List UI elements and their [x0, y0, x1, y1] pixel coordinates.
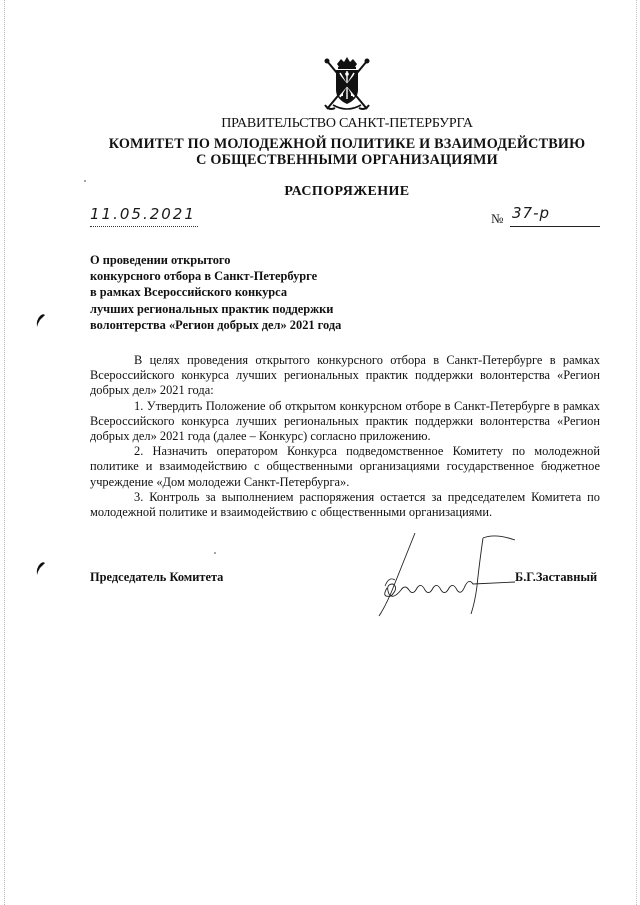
committee-name — [0, 136, 640, 168]
number-label: № — [491, 211, 504, 226]
committee-line-1: КОМИТЕТ ПО МОЛОДЕЖНОЙ ПОЛИТИКЕ И ВЗАИМОДЕЙСТВИЮ — [108, 136, 586, 152]
intro-paragraph: В целях проведения открытого конкурсного отбора в Санкт-Петербурге в рамках Всероссийского конкурса лучших региональных практик поддержки волонтерства «Регион добрых дел» 2021 года: — [90, 353, 600, 398]
subject-line: конкурсного отбора в Санкт-Петербурге — [90, 269, 318, 284]
handwritten-date: 11.05.2021 — [90, 205, 196, 223]
subject-line: О проведении открытого — [90, 253, 231, 267]
number-underline — [510, 226, 600, 227]
government-name: ПРАВИТЕЛЬСТВО САНКТ-ПЕТЕРБУРГА — [221, 116, 473, 131]
scan-speck — [84, 180, 86, 182]
document-body — [90, 353, 600, 520]
item-1-paragraph: 1. Утвердить Положение об открытом конкурсном отборе в Санкт-Петербурге в рамках Всероссийского конкурса лучших региональных практик поддержки волонтерства «Регион добрых дел» 2021 года (далее – Конкурс) согласно приложению. — [90, 398, 600, 444]
document-subject — [90, 252, 420, 333]
scan-speck — [214, 552, 216, 554]
signer-title: Председатель Комитета — [90, 570, 224, 584]
subject-line: лучших региональных практик поддержки — [90, 301, 334, 316]
subject-line: в рамках Всероссийского конкурса — [90, 285, 288, 300]
document-type: РАСПОРЯЖЕНИЕ — [284, 184, 410, 199]
signer-name: Б.Г.Заставный — [515, 570, 598, 584]
coat-of-arms-icon — [319, 55, 375, 113]
item-3-paragraph: 3. Контроль за выполнением распоряжения остается за председателем Комитета по молодежной политике и взаимодействию с общественными организациями. — [90, 489, 600, 520]
committee-line-2: С ОБЩЕСТВЕННЫМИ ОРГАНИЗАЦИЯМИ — [196, 152, 498, 168]
handwritten-signature-icon — [365, 528, 525, 620]
subject-line: волонтерства «Регион добрых дел» 2021 года — [90, 317, 342, 332]
scan-mark-icon — [34, 312, 46, 328]
handwritten-number: 37-р — [512, 204, 551, 222]
date-underline — [90, 226, 198, 227]
item-2-paragraph: 2. Назначить оператором Конкурса подведомственное Комитету по молодежной политике и взаимодействию с общественными организациями государственное бюджетное учреждение «Дом молодежи Санкт-Петербурга». — [90, 444, 600, 489]
scan-mark-icon — [34, 560, 46, 576]
